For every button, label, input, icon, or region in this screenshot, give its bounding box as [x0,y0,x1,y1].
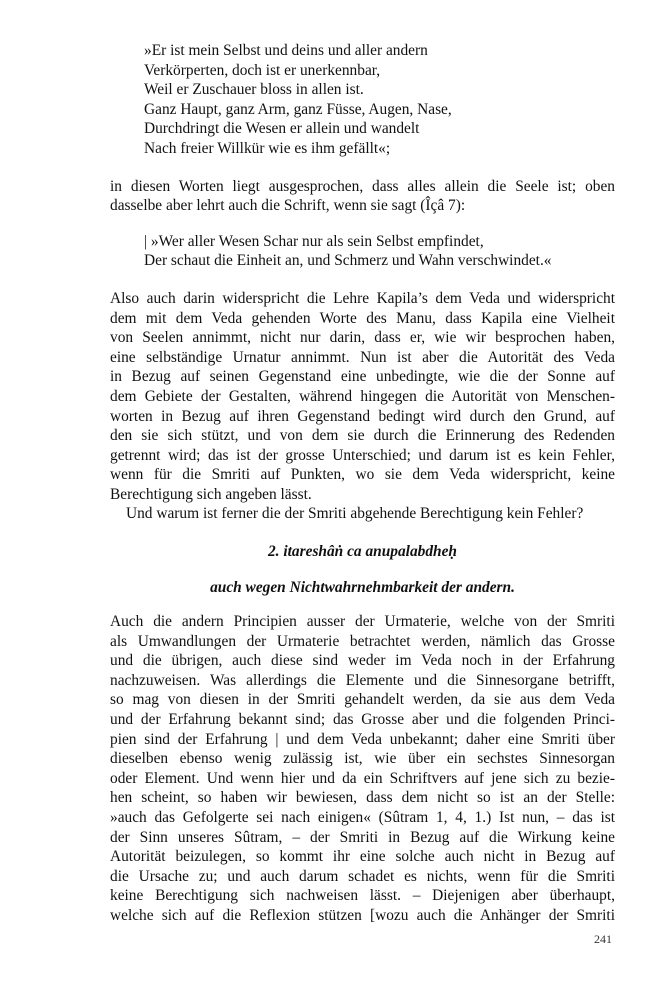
text-line: dasselbe aber lehrt auch die Schrift, wenn sie sagt (Îçâ 7): [110,197,466,215]
text-line: getrennt wird; das ist der grosse Unterschied; und darum ist es kein Fehler, [110,446,615,464]
verse-line: »Er ist mein Selbst und deins und aller andern [144,42,428,59]
text-line: in diesen Worten liegt ausgesprochen, dass alles allein die Seele ist; oben [110,177,615,195]
text-line: Also auch darin widerspricht die Lehre Kapila’s dem Veda und widerspricht [110,289,615,307]
paragraph-1 [110,177,615,216]
text-line: welche sich auf die Reflexion stützen [wozu auch die Anhänger der Smriti [110,906,615,924]
verse-line: Der schaut die Einheit an, und Schmerz und Wahn verschwindet.« [144,252,552,270]
page-body [110,38,615,926]
text-line: als Umwandlungen der Urmaterie betrachtet werden, nämlich das Grosse [110,632,615,650]
text-line: nachzuweisen. Was allerdings die Elemente und die Sinnesorgane betrifft, [110,671,615,689]
text-line: dem Gebiete der Gestalten, während hingegen die Autorität von Menschen- [110,387,615,405]
text-line: keine Berechtigung sich nachweisen lässt. – Diejenigen aber überhaupt, [110,887,615,905]
sutra-translation-heading: auch wegen Nichtwahrnehmbarkeit der andern. [210,579,515,597]
sutra-heading: 2. itareshâṅ ca anupalabdheḥ [267,543,457,561]
verse-line: Durchdringt die Wesen er allein und wandelt [144,120,420,138]
verse-line: | »Wer aller Wesen Schar nur als sein Selbst empfindet, [144,232,484,250]
text-line: Autorität beizulegen, so kommt ihr eine solche auch nicht in Bezug auf [110,848,615,866]
verse-line: Verkörperten, doch ist er unerkennbar, [144,61,381,79]
text-line: »auch das Gefolgerte sei nach einigen« (Sûtram 1, 4, 1.) Ist nun, – das ist [110,809,615,826]
page-number: 241 [594,932,612,946]
text-line: wenn für die Smriti auf Punkten, wo sie dem Veda widerspricht, keine [110,466,615,484]
paragraph-4 [110,612,615,926]
text-line: Auch die andern Principien ausser der Urmaterie, welche von der Smriti [110,613,615,631]
text-line: so mag von diesen in der Smriti gehandelt werden, da sie aus dem Veda [110,691,615,709]
text-line: eine selbständige Urnatur annimmt. Nun ist aber die Autorität des Veda [110,348,615,366]
verse-line: Nach freier Willkür wie es ihm gefällt«; [144,139,391,157]
text-line: der Sinn unseres Sûtram, – der Smriti in Bezug auf die Wirkung keine [110,828,615,846]
verse-line: Weil er Zuschauer bloss in allen ist. [144,81,364,99]
text-line: dieselben ebenso wenig zulässig ist, wie über ein sechstes Sinnesorgan [110,750,615,768]
text-line: Und warum ist ferner die der Smriti abgehende Berechtigung kein Fehler? [126,505,584,523]
text-line: von Seelen annimmt, nicht nur darin, dass er, wie wir besprochen haben, [110,329,615,347]
verse-line: Ganz Haupt, ganz Arm, ganz Füsse, Augen, Nase, [144,100,452,118]
text-line: worten in Bezug auf ihren Gegenstand bedingt wird durch den Grund, auf [110,407,615,425]
text-line: in Bezug auf seinen Gegenstand eine unbedingte, wie die der Sonne auf [110,368,615,386]
text-line: Berechtigung sich angeben lässt. [110,485,312,503]
verse-block-1 [144,41,615,159]
text-line: die Ursache zu; und auch darum schadet es nichts, wenn für die Smriti [110,867,615,885]
text-line: und die übrigen, auch diese sind weder im Veda noch in der Erfahrung [110,652,615,670]
text-line: dem mit dem Veda gehenden Worte des Manu, dass Kapila eine Vielheit [110,309,615,327]
text-line: und der Erfahrung bekannt sind; das Grosse aber und die folgenden Princi- [110,711,615,729]
text-line: den sie sich stützt, und von dem sie durch die Erinnerung des Redenden [110,427,615,445]
text-line: oder Element. Und wenn hier und da ein Schriftvers auf jene sich zu bezie- [110,769,615,787]
text-line: pien sind der Erfahrung | und dem Veda unbekannt; daher eine Smriti über [110,730,615,748]
text-line: hen scheint, so haben wir bewiesen, dass dem nicht so ist an der Stelle: [110,789,615,807]
verse-block-2 [144,232,615,271]
paragraph-2 [110,289,615,524]
